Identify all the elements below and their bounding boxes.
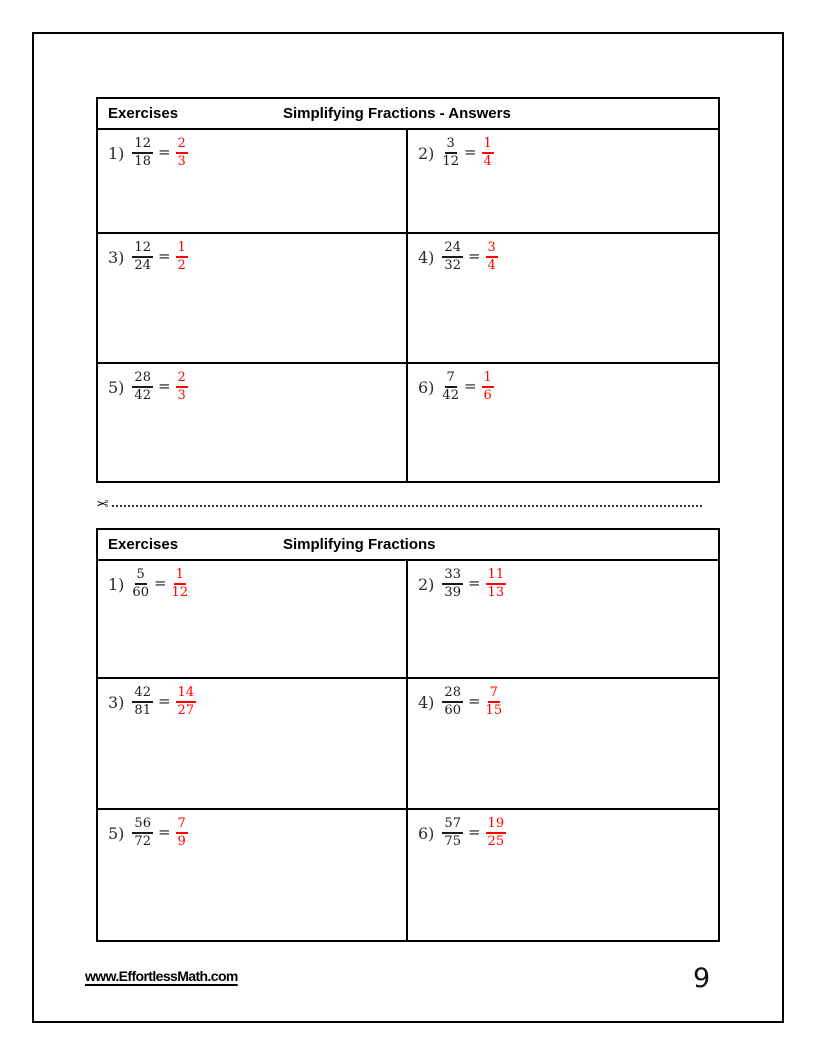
equals-sign: = bbox=[467, 692, 481, 711]
fraction-problem bbox=[418, 817, 718, 850]
problem-number: 5) bbox=[108, 823, 125, 843]
given-fraction: $\frac{56}{72}$ bbox=[134, 816, 151, 850]
given-fraction: $\frac{33}{39}$ bbox=[444, 567, 461, 601]
problem-cell bbox=[98, 810, 408, 940]
practice-table bbox=[96, 528, 720, 942]
equals-sign: = bbox=[157, 823, 171, 842]
problem-cell bbox=[98, 130, 408, 234]
answer-fraction: $\frac{19}{25}$ bbox=[487, 816, 505, 850]
answers-table-body bbox=[98, 130, 718, 481]
equals-sign: = bbox=[153, 574, 167, 593]
problem-cell bbox=[408, 234, 718, 364]
answers-table-title: Simplifying Fractions - Answers bbox=[283, 105, 511, 122]
practice-table-header bbox=[98, 530, 718, 561]
exercises-label: Exercises bbox=[108, 536, 179, 553]
practice-table-body bbox=[98, 561, 718, 940]
answer-fraction: $\frac{1}{12}$ bbox=[171, 567, 189, 601]
fraction-problem bbox=[108, 371, 406, 404]
fraction-problem bbox=[418, 371, 718, 404]
problem-cell bbox=[408, 364, 718, 481]
given-fraction: $\frac{24}{32}$ bbox=[444, 240, 461, 274]
problem-cell bbox=[98, 561, 408, 679]
answer-fraction: $\frac{3}{4}$ bbox=[487, 240, 496, 274]
problem-number: 1) bbox=[108, 574, 125, 594]
problem-cell bbox=[408, 679, 718, 810]
page-number: 9 bbox=[693, 963, 711, 994]
equals-sign: = bbox=[467, 823, 481, 842]
exercises-label: Exercises bbox=[108, 105, 179, 122]
problem-number: 4) bbox=[418, 247, 435, 267]
given-fraction: $\frac{42}{81}$ bbox=[134, 685, 151, 719]
problem-number: 4) bbox=[418, 692, 435, 712]
fraction-problem bbox=[418, 686, 718, 719]
answer-fraction: $\frac{7}{15}$ bbox=[485, 685, 503, 719]
problem-number: 2) bbox=[418, 574, 435, 594]
equals-sign: = bbox=[157, 692, 171, 711]
problem-cell bbox=[408, 561, 718, 679]
given-fraction: $\frac{28}{60}$ bbox=[444, 685, 461, 719]
equals-sign: = bbox=[157, 377, 171, 396]
answer-fraction: $\frac{14}{27}$ bbox=[177, 685, 195, 719]
answer-fraction: $\frac{1}{2}$ bbox=[177, 240, 186, 274]
equals-sign: = bbox=[467, 247, 481, 266]
scissors-icon: ✂ bbox=[96, 495, 109, 513]
answer-fraction: $\frac{1}{6}$ bbox=[483, 370, 492, 404]
fraction-problem bbox=[108, 686, 406, 719]
problem-number: 6) bbox=[418, 823, 435, 843]
dotted-cut-line bbox=[112, 505, 702, 507]
equals-sign: = bbox=[463, 377, 477, 396]
problem-cell bbox=[408, 810, 718, 940]
problem-cell bbox=[98, 364, 408, 481]
problem-cell bbox=[408, 130, 718, 234]
given-fraction: $\frac{57}{75}$ bbox=[444, 816, 461, 850]
answer-fraction: $\frac{7}{9}$ bbox=[177, 816, 186, 850]
fraction-problem bbox=[418, 137, 718, 170]
problem-number: 3) bbox=[108, 247, 125, 267]
problem-number: 3) bbox=[108, 692, 125, 712]
answer-fraction: $\frac{2}{3}$ bbox=[177, 136, 186, 170]
problem-number: 6) bbox=[418, 377, 435, 397]
answer-fraction: $\frac{1}{4}$ bbox=[483, 136, 492, 170]
equals-sign: = bbox=[463, 143, 477, 162]
given-fraction: $\frac{3}{12}$ bbox=[442, 136, 459, 170]
equals-sign: = bbox=[467, 574, 481, 593]
problem-cell bbox=[98, 234, 408, 364]
fraction-problem bbox=[418, 241, 718, 274]
fraction-problem bbox=[108, 568, 406, 601]
answer-fraction: $\frac{11}{13}$ bbox=[487, 567, 505, 601]
fraction-problem bbox=[108, 137, 406, 170]
cut-here-line bbox=[96, 494, 702, 514]
equals-sign: = bbox=[157, 247, 171, 266]
fraction-problem bbox=[418, 568, 718, 601]
problem-cell bbox=[98, 679, 408, 810]
answers-table-header bbox=[98, 99, 718, 130]
fraction-problem bbox=[108, 817, 406, 850]
problem-number: 5) bbox=[108, 377, 125, 397]
practice-table-title: Simplifying Fractions bbox=[283, 536, 436, 553]
given-fraction: $\frac{28}{42}$ bbox=[134, 370, 151, 404]
given-fraction: $\frac{5}{60}$ bbox=[132, 567, 149, 601]
given-fraction: $\frac{12}{24}$ bbox=[134, 240, 151, 274]
given-fraction: $\frac{12}{18}$ bbox=[134, 136, 151, 170]
answers-table bbox=[96, 97, 720, 483]
website-link[interactable]: www.EffortlessMath.com bbox=[85, 968, 238, 984]
problem-number: 2) bbox=[418, 143, 435, 163]
answer-fraction: $\frac{2}{3}$ bbox=[177, 370, 186, 404]
equals-sign: = bbox=[157, 143, 171, 162]
problem-number: 1) bbox=[108, 143, 125, 163]
fraction-problem bbox=[108, 241, 406, 274]
given-fraction: $\frac{7}{42}$ bbox=[442, 370, 459, 404]
